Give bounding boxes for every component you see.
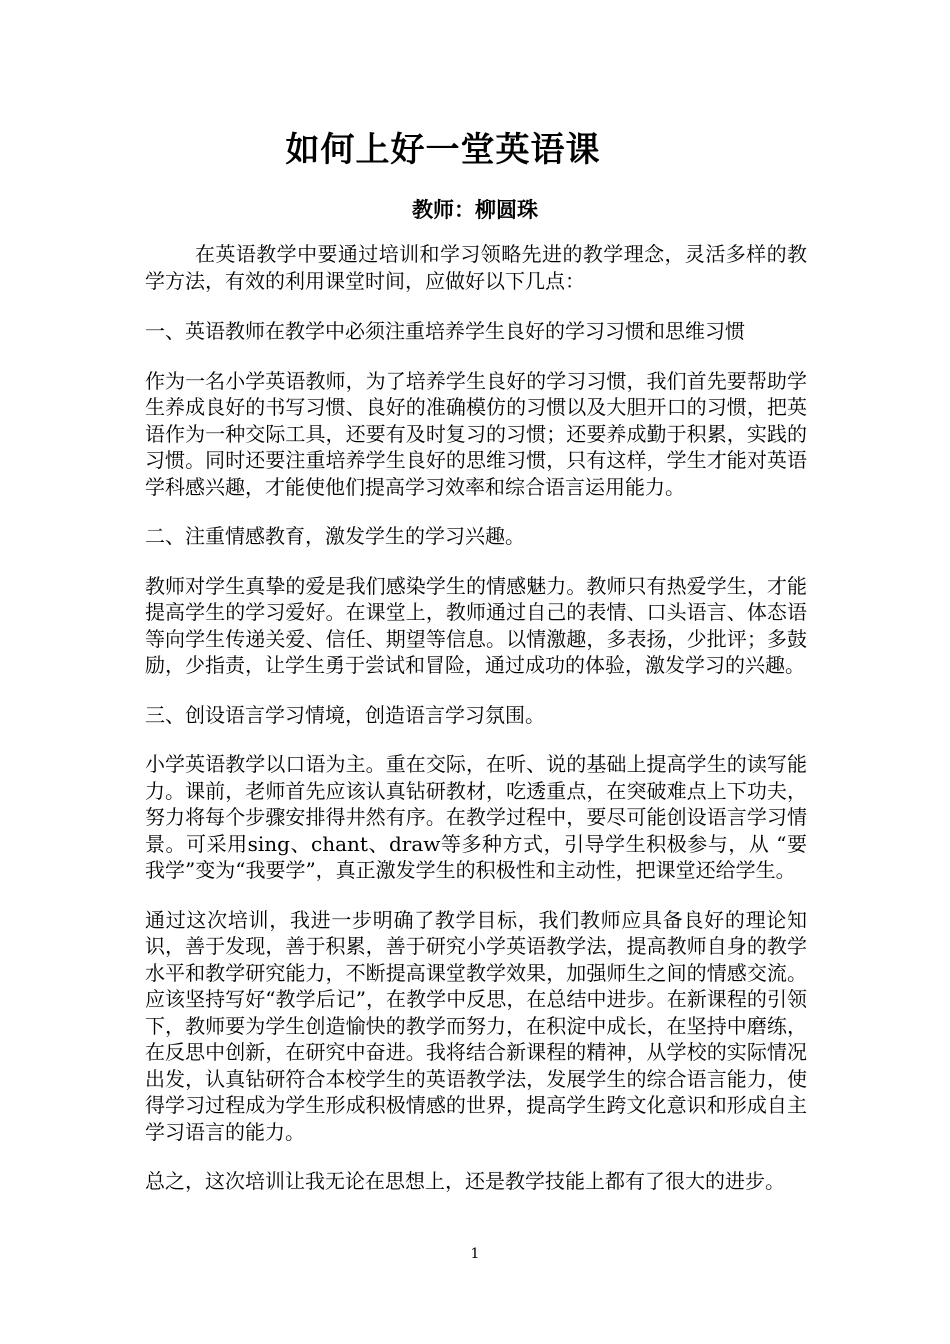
section-heading-2: 二、注重情感教育，激发学生的学习兴趣。	[145, 524, 525, 548]
body-paragraph: 教师对学生真挚的爱是我们感染学生的情感魅力。教师只有热爱学生，才能提高学生的学习爱好。在课堂上，教师通过自己的表情、口头语言、体态语等向学生传递关爱、信任、期望等信息。以情激趣，多表扬，少批评；多鼓励，少指责，让学生勇于尝试和冒险，通过成功的体验，激发学习的兴趣。	[145, 573, 807, 677]
body-paragraph: 通过这次培训，我进一步明确了教学目标，我们教师应具备良好的理论知识，善于发现，善于积累，善于研究小学英语教学法，提高教师自身的教学水平和教学研究能力，不断提高课堂教学效果，加强师生之间的情感交流。应该坚持写好“教学后记”，在教学中反思，在总结中进步。在新课程的引领下，教师要为学生创造愉快的教学而努力，在积淀中成长，在坚持中磨练，在反思中创新，在研究中奋进。我将结合新课程的精神，从学校的实际情况出发，认真钻研符合本校学生的英语教学法，发展学生的综合语言能力，使得学习过程成为学生形成积极情感的世界，提高学生跨文化意识和形成自主学习语言的能力。	[145, 907, 807, 1144]
body-paragraph: 小学英语教学以口语为主。重在交际，在听、说的基础上提高学生的读写能力。课前，老师首先应该认真钻研教材，吃透重点，在突破难点上下功夫，努力将每个步骤安排得井然有序。在教学过程中，要尽可能创设语言学习情景。可采用sing、chant、draw等多种方式，引导学生积极参与，从 “要我学”变为“我要学”，真正激发学生的积极性和主动性，把课堂还给学生。	[145, 752, 807, 882]
author-line: 教师：柳圆珠	[412, 197, 538, 222]
page-number: 1	[470, 1246, 480, 1262]
closing-paragraph: 总之，这次培训让我无论在思想上，还是教学技能上都有了很大的进步。	[145, 1169, 785, 1193]
body-paragraph: 作为一名小学英语教师，为了培养学生良好的学习习惯，我们首先要帮助学生养成良好的书写习惯、良好的准确模仿的习惯以及大胆开口的习惯，把英语作为一种交际工具，还要有及时复习的习惯；还要养成勤于积累，实践的习惯。同时还要注重培养学生良好的思维习惯，只有这样，学生才能对英语学科感兴趣，才能使他们提高学习效率和综合语言运用能力。	[145, 368, 807, 499]
document-title: 如何上好一堂英语课	[285, 130, 601, 170]
section-heading-3: 三、创设语言学习情境，创造语言学习氛围。	[145, 702, 545, 727]
section-heading-1: 一、英语教师在教学中必须注重培养学生良好的学习习惯和思维习惯	[145, 319, 745, 343]
document-body	[145, 241, 807, 1218]
intro-paragraph: 在英语教学中要通过培训和学习领略先进的教学理念，灵活多样的教学方法，有效的利用课堂时间，应做好以下几点：	[145, 242, 807, 293]
